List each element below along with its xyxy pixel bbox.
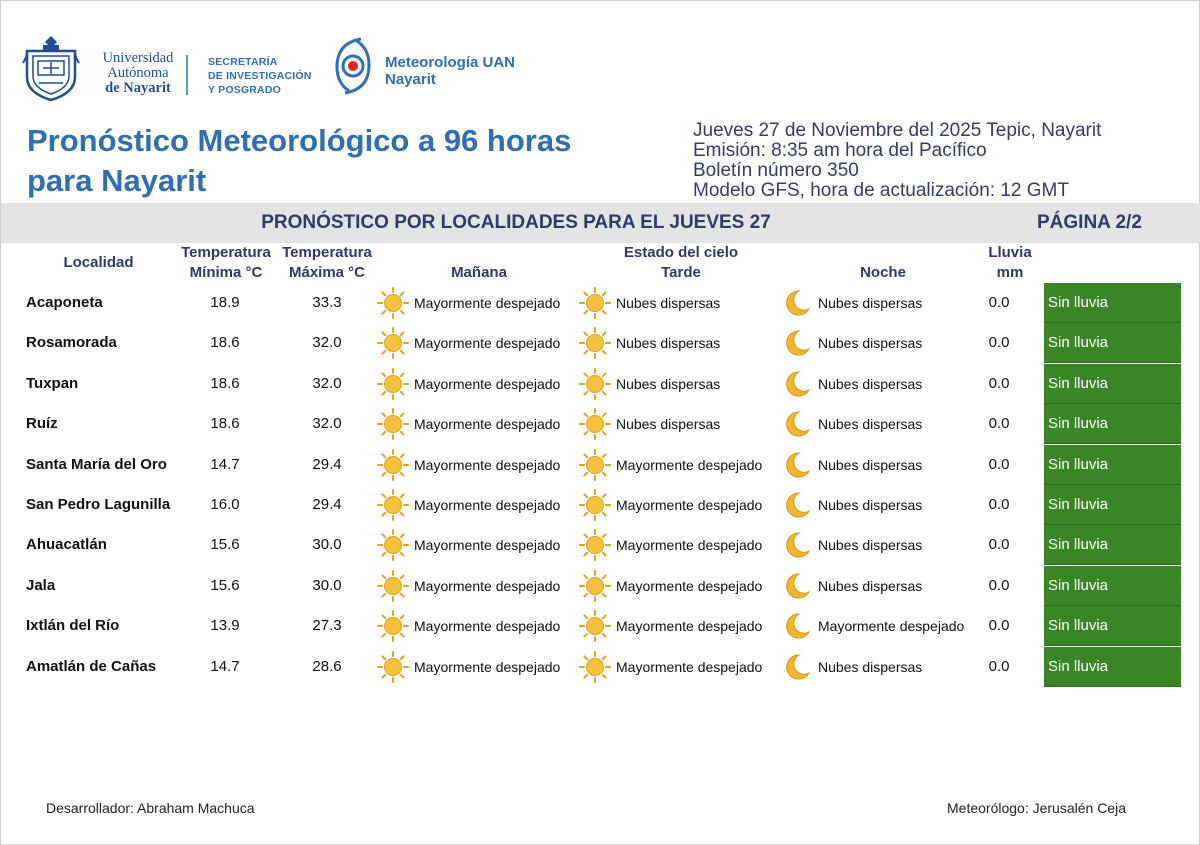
row-manana: Mayormente despejado — [414, 456, 561, 473]
row-noche: Mayormente despejado — [818, 618, 965, 635]
row-noche: Nubes dispersas — [818, 416, 923, 433]
meteorologia-name — [385, 54, 515, 88]
table-row — [1, 525, 1200, 565]
table-row — [1, 323, 1200, 363]
sun-icon — [579, 529, 611, 561]
rain-status-badge: Sin lluvia — [1044, 404, 1181, 444]
header-localidad: Localidad — [63, 254, 134, 271]
row-manana: Mayormente despejado — [414, 618, 561, 635]
row-noche: Nubes dispersas — [818, 537, 923, 554]
table-row — [1, 606, 1200, 646]
moon-icon — [781, 408, 813, 440]
moon-icon — [781, 327, 813, 359]
header-manana: Mañana — [451, 264, 507, 281]
sun-icon — [579, 408, 611, 440]
row-tmin: 16.0 — [210, 496, 240, 513]
row-tmax: 28.6 — [312, 657, 342, 675]
sun-icon — [579, 287, 611, 319]
header-tmin-line-1: Temperatura — [181, 244, 271, 261]
row-tarde: Nubes dispersas — [616, 375, 721, 392]
university-name — [93, 51, 183, 96]
row-lluvia: 0.0 — [988, 415, 1010, 433]
row-lluvia: 0.0 — [988, 657, 1010, 675]
footer-desarrollador: Desarrollador: Abraham Machuca — [46, 800, 255, 816]
rain-status-badge: Sin lluvia — [1044, 323, 1181, 363]
row-manana: Mayormente despejado — [414, 335, 561, 352]
row-lluvia: 0.0 — [988, 576, 1010, 594]
row-lluvia: 0.0 — [988, 294, 1010, 311]
secretaria-name — [208, 55, 312, 97]
rain-status-badge: Sin lluvia — [1044, 445, 1181, 485]
sun-icon — [377, 368, 409, 400]
table-row — [1, 445, 1200, 485]
info-boletin: Boletín número 350 — [693, 160, 859, 181]
row-tmin: 18.9 — [210, 294, 240, 311]
university-line-1: Universidad — [102, 50, 174, 66]
row-localidad: Ixtlán del Río — [26, 617, 120, 635]
row-tmax: 29.4 — [312, 455, 342, 473]
university-line-2: Autónoma — [107, 65, 169, 81]
page-number: PÁGINA 2/2 — [1037, 212, 1142, 233]
page-title — [27, 121, 647, 201]
rain-status-badge: Sin lluvia — [1044, 566, 1181, 606]
moon-icon — [781, 368, 813, 400]
row-localidad: Ruíz — [26, 415, 58, 433]
row-tarde: Mayormente despejado — [616, 618, 763, 635]
row-manana: Mayormente despejado — [414, 416, 561, 433]
rain-status-badge: Sin lluvia — [1044, 606, 1181, 646]
row-tmax: 32.0 — [312, 415, 342, 433]
row-tmin: 18.6 — [210, 334, 240, 352]
moon-icon — [781, 489, 813, 521]
rain-status-badge: Sin lluvia — [1044, 525, 1181, 565]
row-noche: Nubes dispersas — [818, 497, 923, 513]
table-row — [1, 364, 1200, 404]
row-tmin: 15.6 — [210, 536, 240, 554]
row-manana: Mayormente despejado — [414, 295, 561, 311]
row-tmax: 33.3 — [312, 294, 342, 311]
row-tmin: 14.7 — [210, 657, 240, 675]
row-tmax: 30.0 — [312, 576, 342, 594]
row-tmin: 18.6 — [210, 374, 240, 392]
row-tarde: Nubes dispersas — [616, 416, 721, 433]
row-tmax: 32.0 — [312, 334, 342, 352]
meteorologia-line-1: Meteorología UAN — [385, 54, 516, 71]
sun-icon — [377, 610, 409, 642]
sun-icon — [579, 368, 611, 400]
rain-status-badge: Sin lluvia — [1044, 647, 1181, 687]
row-tmax: 27.3 — [312, 617, 342, 635]
sun-icon — [579, 651, 611, 683]
row-tmax: 32.0 — [312, 374, 342, 392]
table-row — [1, 566, 1200, 606]
header-lluvia-line-1: Lluvia — [988, 244, 1032, 261]
sun-icon — [377, 327, 409, 359]
info-emision: Emisión: 8:35 am hora del Pacífico — [693, 140, 987, 161]
row-tarde: Nubes dispersas — [616, 295, 721, 311]
row-noche: Nubes dispersas — [818, 577, 923, 594]
row-lluvia: 0.0 — [988, 374, 1010, 392]
moon-icon — [781, 610, 813, 642]
title-line-1: Pronóstico Meteorológico a 96 horas — [27, 123, 572, 158]
sun-icon — [377, 287, 409, 319]
table-row — [1, 485, 1200, 525]
header-lluvia-line-2: mm — [996, 264, 1024, 281]
title-line-2: para Nayarit — [27, 163, 207, 198]
row-tarde: Mayormente despejado — [616, 577, 763, 594]
row-lluvia: 0.0 — [988, 536, 1010, 554]
header-estado-cielo: Estado del cielo — [623, 244, 739, 261]
logo-divider — [186, 55, 188, 95]
sun-icon — [377, 570, 409, 602]
header-tmax-line-2: Máxima °C — [288, 264, 366, 281]
row-tarde: Mayormente despejado — [616, 456, 763, 473]
secretaria-line-2: DE INVESTIGACIÓN — [208, 70, 312, 82]
table-row — [1, 647, 1200, 687]
row-lluvia: 0.0 — [988, 496, 1010, 513]
sun-icon — [579, 449, 611, 481]
row-localidad: San Pedro Lagunilla — [26, 496, 171, 513]
header-tmax-line-1: Temperatura — [282, 244, 372, 261]
moon-icon — [781, 287, 813, 319]
sun-icon — [377, 449, 409, 481]
sun-icon — [579, 489, 611, 521]
header-tmax — [277, 243, 377, 283]
rain-status-badge: Sin lluvia — [1044, 364, 1181, 404]
sun-icon — [377, 529, 409, 561]
footer-meteorologo: Meteorólogo: Jerusalén Ceja — [947, 800, 1126, 816]
row-localidad: Ahuacatlán — [26, 536, 107, 554]
row-localidad: Tuxpan — [26, 374, 79, 392]
sun-icon — [377, 651, 409, 683]
secretaria-line-1: SECRETARÍA — [208, 56, 278, 68]
moon-icon — [781, 570, 813, 602]
moon-icon — [781, 529, 813, 561]
moon-icon — [781, 449, 813, 481]
header-tmin-line-2: Mínima °C — [189, 264, 263, 281]
row-tmax: 29.4 — [312, 496, 342, 513]
row-tmax: 30.0 — [312, 536, 342, 554]
table-row — [1, 283, 1200, 323]
row-tmin: 14.7 — [210, 455, 240, 473]
row-tarde: Mayormente despejado — [616, 497, 763, 513]
header-tarde: Tarde — [661, 264, 701, 281]
rain-status-badge: Sin lluvia — [1044, 283, 1181, 323]
header-noche: Noche — [860, 264, 906, 281]
row-manana: Mayormente despejado — [414, 497, 561, 513]
info-modelo: Modelo GFS, hora de actualización: 12 GMT — [693, 180, 1069, 201]
moon-icon — [781, 651, 813, 683]
row-noche: Nubes dispersas — [818, 456, 923, 473]
row-noche: Nubes dispersas — [818, 375, 923, 392]
row-tarde: Mayormente despejado — [616, 537, 763, 554]
row-tmin: 15.6 — [210, 576, 240, 594]
row-manana: Mayormente despejado — [414, 577, 561, 594]
row-noche: Nubes dispersas — [818, 335, 923, 352]
row-manana: Mayormente despejado — [414, 658, 561, 675]
sun-icon — [579, 610, 611, 642]
bulletin-info — [693, 121, 1193, 201]
secretaria-line-3: Y POSGRADO — [208, 84, 281, 96]
row-localidad: Amatlán de Cañas — [26, 657, 157, 675]
sun-icon — [377, 489, 409, 521]
row-localidad: Santa María del Oro — [26, 455, 167, 473]
meteorologia-line-2: Nayarit — [385, 71, 436, 88]
row-localidad: Acaponeta — [26, 294, 103, 311]
sun-icon — [579, 327, 611, 359]
row-tarde: Nubes dispersas — [616, 335, 721, 352]
row-manana: Mayormente despejado — [414, 375, 561, 392]
section-title: PRONÓSTICO POR LOCALIDADES PARA EL JUEVES 27 — [261, 212, 771, 233]
header-tmin — [176, 243, 276, 283]
row-tmin: 18.6 — [210, 415, 240, 433]
university-line-3: de Nayarit — [105, 80, 171, 96]
row-tmin: 13.9 — [210, 617, 240, 635]
rain-status-badge: Sin lluvia — [1044, 485, 1181, 525]
sun-icon — [377, 408, 409, 440]
header-lluvia — [971, 243, 1049, 283]
section-band — [1, 203, 1200, 243]
row-noche: Nubes dispersas — [818, 658, 923, 675]
row-localidad: Jala — [26, 576, 56, 594]
row-lluvia: 0.0 — [988, 455, 1010, 473]
uan-seal-logo — [21, 33, 81, 103]
row-localidad: Rosamorada — [26, 334, 117, 352]
row-manana: Mayormente despejado — [414, 537, 561, 554]
row-noche: Nubes dispersas — [818, 295, 923, 311]
table-row — [1, 404, 1200, 444]
hurricane-logo — [331, 35, 375, 97]
info-date: Jueves 27 de Noviembre del 2025 Tepic, Nayarit — [693, 120, 1102, 141]
row-lluvia: 0.0 — [988, 334, 1010, 352]
row-tarde: Mayormente despejado — [616, 658, 763, 675]
sun-icon — [579, 570, 611, 602]
row-lluvia: 0.0 — [988, 617, 1010, 635]
